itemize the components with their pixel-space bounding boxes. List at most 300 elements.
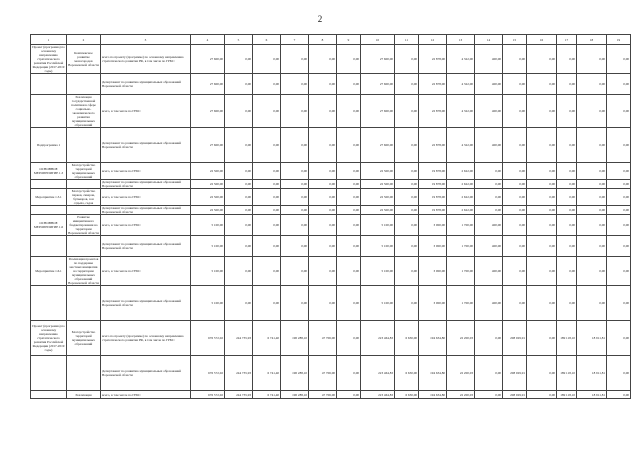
table-cell: 0,00 [395,236,419,257]
table-cell: 400,00 [475,236,503,257]
table-cell: 0,00 [395,180,419,189]
table-cell: 0,00 [475,206,503,215]
table-cell: 0,00 [475,391,503,399]
column-header: 3 [101,35,191,45]
table-cell: 0,00 [475,189,503,206]
table-cell: Реализация государственной политики в сфере социально-экономического развития муниципальных образований [67,95,101,128]
table-cell: 0,00 [281,206,309,215]
column-header: 13 [447,35,475,45]
table-cell: 5 100,00 [191,286,225,321]
table-cell: Проект (программа) по основному направлению стратегического развития Российской Федерации (2017-2019 годы) [31,321,67,356]
table-cell: 47 706,00 [309,391,337,399]
table-cell: 18 911,81 [577,356,607,391]
table-cell: Департамент по развитию муниципальных образований Воронежской области [101,236,191,257]
table-cell: 0,00 [395,257,419,286]
table-cell: 0,00 [337,74,361,95]
table-cell: 0,00 [577,180,607,189]
table-cell: всего по проекту (программе) по основному направлению стратегического развития РФ, в том числе по ГРБС: [101,45,191,74]
table-cell: 0,00 [395,74,419,95]
table-cell: 0,00 [577,189,607,206]
table-cell: 0,00 [607,236,631,257]
table-row [31,45,631,74]
table-cell: 0,00 [253,180,281,189]
table-cell: 0,00 [309,215,337,236]
table-cell: 0,00 [503,74,527,95]
table-cell: 0,00 [577,74,607,95]
table-cell: 0,00 [527,215,557,236]
table-row [31,128,631,163]
table-cell: 0,00 [337,286,361,321]
table-cell: 0,00 [225,128,253,163]
table-cell: всего, в том числе по ГРБС: [101,189,191,206]
table-cell: 0,00 [281,189,309,206]
table-cell: всего по проекту (программе) по основному направлению стратегического развития РФ, в том числе по ГРБС: [101,321,191,356]
table-cell: 0,00 [607,180,631,189]
table-cell [67,128,101,163]
table-cell [67,286,101,321]
table-row [31,391,631,399]
page-number: 2 [317,14,323,24]
table-cell: 0,00 [281,95,309,128]
table-cell: 4 322,00 [447,128,475,163]
column-header: 16 [527,35,557,45]
table-cell: Благоустройство территорий муниципальных образований [67,163,101,180]
table-cell: 0,00 [527,236,557,257]
table-cell: 400,00 [475,257,503,286]
table-cell: 0,00 [253,128,281,163]
table-cell: 47 706,00 [309,321,337,356]
column-header: 6 [253,35,281,45]
table-cell: 0,00 [527,321,557,356]
table-cell: 0,00 [253,215,281,236]
table-cell: 6 630,00 [395,321,419,356]
table-cell: 5 100,00 [191,236,225,257]
table-cell: 208 029,91 [503,321,527,356]
column-header: 11 [395,35,419,45]
table-cell [31,95,67,128]
table-cell: Департамент по развитию муниципальных образований Воронежской области [101,74,191,95]
table-cell: 22 500,00 [191,206,225,215]
table-cell: 0,00 [557,257,577,286]
table-cell: 244 735,93 [225,391,253,399]
table-cell: 27 600,00 [361,45,395,74]
table-cell: 0,00 [475,180,503,189]
table-cell [67,180,101,189]
table-cell [31,286,67,321]
table-cell: 27 600,00 [191,95,225,128]
table-cell: 0,00 [607,45,631,74]
table-cell: 0,00 [281,236,309,257]
table-cell: 5 100,00 [361,236,395,257]
table-cell: 0,00 [557,206,577,215]
table-cell: 0,00 [309,286,337,321]
table-cell: 0,00 [557,180,577,189]
table-cell: 0,00 [337,236,361,257]
table-cell: 0,00 [503,45,527,74]
table-cell: 5 100,00 [191,215,225,236]
table-cell [31,236,67,257]
header-row [31,35,631,45]
table-cell: 0,00 [253,206,281,215]
table-cell: 0,00 [281,215,309,236]
table-cell: 0,00 [253,257,281,286]
table-cell: 0,00 [577,206,607,215]
table-cell: 0,00 [527,356,557,391]
table-cell: 22 200,03 [447,356,475,391]
table-cell: 0,00 [337,163,361,180]
table-cell: 0,00 [395,286,419,321]
table-cell: 0,00 [503,257,527,286]
table-cell: 0,00 [503,286,527,321]
table-cell [31,74,67,95]
column-header: 17 [557,35,577,45]
table-cell: 0,00 [527,391,557,399]
table-cell: 400,00 [475,45,503,74]
table-cell: Развитие инициативного бюджетирования на территории Воронежской области [68,215,99,235]
budget-table [30,34,631,399]
table-cell: 676 572,02 [191,321,225,356]
table-cell: 18 911,81 [577,321,607,356]
table-cell: 0,00 [395,95,419,128]
table-cell: 19 878,00 [419,163,447,180]
table-cell: 0,00 [557,128,577,163]
table-cell: 0,00 [475,356,503,391]
table-cell: 0,00 [607,163,631,180]
table-cell: 27 600,00 [191,74,225,95]
table-cell: Департамент по развитию муниципальных образований Воронежской области [101,356,191,391]
table-cell: 0,00 [337,128,361,163]
table-cell: 0,00 [503,215,527,236]
table-cell: 0,00 [557,95,577,128]
table-cell: 2 622,00 [447,189,475,206]
table-cell: 0,00 [225,215,253,236]
table-cell: 0,00 [337,189,361,206]
table-row [31,95,631,128]
table-cell: 0,00 [395,189,419,206]
table-cell: 194 634,80 [419,321,447,356]
table-cell: 5 100,00 [361,257,395,286]
table-cell: 27 600,00 [361,128,395,163]
table-cell: 223 464,83 [361,356,395,391]
table-cell: 22 878,00 [419,95,447,128]
table-cell: 0,00 [281,74,309,95]
column-header: 7 [281,35,309,45]
table-cell: 4 322,00 [447,95,475,128]
table-cell: 0,00 [557,215,577,236]
column-header: 2 [67,35,101,45]
column-header: 5 [225,35,253,45]
table-cell: 0,00 [395,128,419,163]
table-cell: 0,00 [225,45,253,74]
table-cell: 189 118,10 [557,321,577,356]
table-cell: 22 878,00 [419,74,447,95]
table-cell: Подпрограмма 1 [31,128,67,163]
table-cell: Реализация [67,391,101,399]
table-cell: 0,00 [527,163,557,180]
table-cell: 0,00 [309,257,337,286]
table-cell: 0,00 [577,257,607,286]
table-cell: Департамент по развитию муниципальных образований Воронежской области [101,286,191,321]
table-cell: 0,00 [337,45,361,74]
table-row [31,189,631,206]
table-cell: всего, в том числе по ГРБС: [101,257,191,286]
table-cell: 0,00 [577,95,607,128]
table-cell: ОСНОВНОЕ МЕРОПРИЯТИЕ 1.6 [31,215,67,236]
table-cell: 6 741,40 [253,356,281,391]
table-row [31,180,631,189]
table-row [31,286,631,321]
table-cell: Комплексное развитие моногородов Воронежской области [67,45,101,74]
table-cell: 400,00 [475,286,503,321]
table-cell: 190 288,10 [281,321,309,356]
table-cell: 0,00 [337,356,361,391]
table-cell: 0,00 [395,163,419,180]
table-cell: 19 878,00 [419,189,447,206]
table-cell: 22 200,03 [447,321,475,356]
table-cell: 3 000,00 [419,286,447,321]
table-cell: 0,00 [395,45,419,74]
table-cell: 0,00 [577,45,607,74]
table-cell: 6 630,00 [395,356,419,391]
table-cell: 0,00 [309,180,337,189]
table-cell: 0,00 [253,163,281,180]
table-cell: 0,00 [557,74,577,95]
table-cell: 0,00 [607,391,631,399]
column-header: 8 [309,35,337,45]
table-cell: 0,00 [225,74,253,95]
table-cell [31,206,67,215]
table-cell: 0,00 [281,286,309,321]
table-cell: 0,00 [577,128,607,163]
table-cell: 0,00 [475,321,503,356]
table-row [31,257,631,286]
table-cell: 0,00 [253,74,281,95]
table-cell: 0,00 [253,189,281,206]
table-cell: 244 735,93 [225,321,253,356]
table-row [31,163,631,180]
table-body [31,35,631,399]
table-cell: 0,00 [225,95,253,128]
table-cell: 0,00 [309,128,337,163]
table-cell [31,356,67,391]
table-cell: всего, в том числе по ГРБС: [101,215,191,236]
table-row [31,356,631,391]
table-cell: 5 100,00 [191,257,225,286]
table-cell: 0,00 [337,257,361,286]
table-cell: 0,00 [557,286,577,321]
table-cell: Мероприятие 1.3.1 [31,189,67,206]
table-cell: 27 600,00 [361,95,395,128]
table-cell: 22 200,03 [447,391,475,399]
table-cell: 0,00 [253,286,281,321]
table-cell: 190 288,10 [281,391,309,399]
table-cell: 5 100,00 [361,286,395,321]
table-cell: 208 029,91 [503,356,527,391]
table-cell: 676 572,02 [191,356,225,391]
table-cell: 189 118,10 [557,356,577,391]
table-cell: Мероприятие 1.6.1 [31,257,67,286]
table-cell: 0,00 [281,128,309,163]
table-row [31,236,631,257]
table-row [31,206,631,215]
table-row [31,321,631,356]
table-cell: 0,00 [337,321,361,356]
table-cell: 0,00 [607,74,631,95]
table-cell: 194 634,80 [419,356,447,391]
table-cell: 22 878,00 [419,45,447,74]
table-cell [31,391,67,399]
table-cell: 0,00 [527,95,557,128]
table-cell: 0,00 [281,45,309,74]
table-cell: Департамент по развитию муниципальных образований Воронежской области [101,180,191,189]
table-cell: 400,00 [475,128,503,163]
table-cell: 22 500,00 [361,163,395,180]
table-cell: Благоустройство территорий муниципальных образований [67,321,101,356]
column-header: 19 [607,35,631,45]
table-cell: 189 118,10 [557,391,577,399]
table-cell: 6 630,00 [395,391,419,399]
table-cell: 22 500,00 [191,180,225,189]
table-cell: 0,00 [577,236,607,257]
table-cell: 4 322,00 [447,74,475,95]
table-cell: 2 622,00 [447,180,475,189]
table-cell: ОСНОВНОЕ МЕРОПРИЯТИЕ 1.3 [31,163,67,180]
table-cell: 0,00 [225,257,253,286]
table-cell: 0,00 [527,189,557,206]
table-cell: Проект (программа) по основному направлению стратегического развития Российской Федерации (2017-2019 годы) [32,45,65,73]
table-cell: 0,00 [395,206,419,215]
table-cell: 4 322,00 [447,45,475,74]
table-cell: 0,00 [337,391,361,399]
table-cell: 0,00 [253,95,281,128]
table-cell: 0,00 [527,74,557,95]
table-cell: 0,00 [309,206,337,215]
table-cell: 2 622,00 [447,206,475,215]
table-cell: 0,00 [503,206,527,215]
table-cell: 0,00 [337,206,361,215]
column-header: 9 [337,35,361,45]
table-cell: 0,00 [225,180,253,189]
table-cell: 0,00 [309,189,337,206]
table-cell: Департамент по развитию муниципальных образований Воронежской области [101,206,191,215]
table-cell: 223 464,83 [361,391,395,399]
column-header: 18 [577,35,607,45]
table-cell: 3 000,00 [419,236,447,257]
table-cell: 0,00 [253,236,281,257]
table-cell: 0,00 [527,128,557,163]
table-cell: 0,00 [503,95,527,128]
table-cell: 22 500,00 [361,206,395,215]
table-cell: 5 100,00 [361,215,395,236]
table-cell: 0,00 [607,356,631,391]
table-cell: 0,00 [503,128,527,163]
table-cell: 27 600,00 [361,74,395,95]
column-header: 10 [361,35,395,45]
table-cell: 0,00 [309,163,337,180]
table-cell: 0,00 [309,74,337,95]
table-cell: 0,00 [557,163,577,180]
table-cell: 1 700,00 [447,286,475,321]
table-cell: 0,00 [475,163,503,180]
table-cell [67,236,101,257]
table-cell: 244 735,93 [225,356,253,391]
table-cell: 1 700,00 [447,257,475,286]
table-cell: 0,00 [225,206,253,215]
table-cell: 0,00 [281,257,309,286]
table-cell: 22 878,00 [419,128,447,163]
table-cell: 0,00 [527,180,557,189]
table-cell: 0,00 [607,321,631,356]
table-cell: 0,00 [309,236,337,257]
column-header: 12 [419,35,447,45]
table-cell: 3 000,00 [419,215,447,236]
table-cell: 6 741,40 [253,321,281,356]
table-cell: 0,00 [607,286,631,321]
table-cell: 190 288,10 [281,356,309,391]
table-cell: 0,00 [607,95,631,128]
table-row [31,74,631,95]
table-cell: всего, в том числе по ГРБС: [101,95,191,128]
table-cell: 0,00 [527,206,557,215]
table-cell: 22 500,00 [191,163,225,180]
table-cell: 22 500,00 [191,189,225,206]
table-cell: 0,00 [503,189,527,206]
table-cell [67,74,101,95]
table-cell: 0,00 [577,286,607,321]
column-header: 15 [503,35,527,45]
table-cell: 0,00 [281,180,309,189]
table-cell: 0,00 [337,180,361,189]
column-header: 4 [191,35,225,45]
table-cell: 0,00 [607,128,631,163]
table-row [31,215,631,236]
table-cell: 194 634,80 [419,391,447,399]
table-cell: 0,00 [309,95,337,128]
table-cell: 1 700,00 [447,215,475,236]
table-cell: Департамент по развитию муниципальных образований Воронежской области [101,128,191,163]
table-cell: 0,00 [225,189,253,206]
table-cell: 0,00 [607,206,631,215]
table-cell: 400,00 [475,74,503,95]
table-cell: 0,00 [527,257,557,286]
table-cell: 0,00 [337,95,361,128]
table-cell: 22 500,00 [361,180,395,189]
table-cell [31,180,67,189]
table-cell: 1 700,00 [447,236,475,257]
table-cell: 0,00 [503,180,527,189]
table-cell [67,206,101,215]
table-cell: 0,00 [337,215,361,236]
table-cell [67,356,101,391]
table-cell: 0,00 [527,286,557,321]
table-cell: всего, в том числе по ГРБС: [101,391,191,399]
table-cell: 0,00 [527,45,557,74]
table-cell: 0,00 [253,45,281,74]
table-cell: 0,00 [607,215,631,236]
table-cell: 27 600,00 [191,45,225,74]
table-cell: 0,00 [395,215,419,236]
table-cell: 19 878,00 [419,180,447,189]
table-cell: 2 622,00 [447,163,475,180]
table-cell: 400,00 [475,95,503,128]
table-cell: 676 572,02 [191,391,225,399]
table-cell: 18 911,81 [577,391,607,399]
column-header: 14 [475,35,503,45]
table-cell: 22 500,00 [361,189,395,206]
table-cell: всего, в том числе по ГРБС: [101,163,191,180]
table-cell: 0,00 [577,163,607,180]
table-cell: 208 029,91 [503,391,527,399]
